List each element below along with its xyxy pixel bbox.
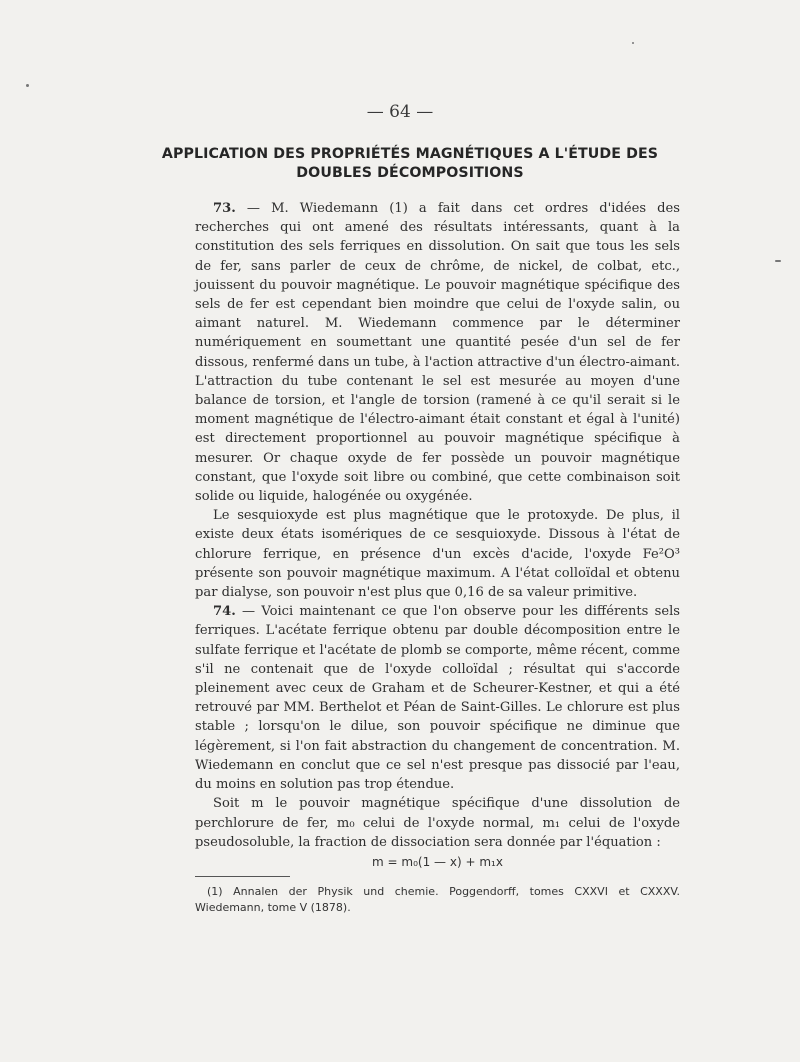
section-number-73: 73. — [213, 201, 236, 216]
section-73-text: — M. Wiedemann (1) a fait dans cet ordres d'idées des recherches qui ont amené des résultats intéressants, quant à la constitution des sels ferriques en dissolution. On sait que tous les sels de fer, sans parler de ceux de chrôme, de nickel, de colbat, etc., jouissent du pouvoir magnétique. Le pouvoir magnétique spécifique des sels de fer est cependant bien moindre que celui de l'oxyde salin, ou aimant naturel. M. Wiedemann commence par le déterminer numériquement en soumettant une quantité pesée d'un sel de fer dissous, renfermé dans un tube, à l'action attractive d'un électro-aimant. L'attraction du tube contenant le sel est mesurée au moyen d'une balance de torsion, et l'angle de torsion (ramené à ce qu'il serait si le moment magnétique de l'électro-aimant était constant et égal à l'unité) est directement proportionnel au pouvoir magnétique spécifique à mesurer. Or chaque oxyde de fer possède un pouvoir magnétique constant, que l'oxyde soit libre ou combiné, que cette combinaison soit solide ou liquide, halogénée ou oxygénée. — [195, 201, 680, 505]
section-73-paragraph — [195, 199, 680, 506]
sesquioxyde-paragraph: Le sesquioxyde est plus magnétique que le protoxyde. De plus, il existe deux états isomériques de ce sesquioxyde. Dissous à l'état de chlorure ferrique, en présence d'un excès d'acide, l'oxyde Fe²O³ présente son pouvoir magnétique maximum. A l'état colloïdal et obtenu par dialyse, son pouvoir n'est plus que 0,16 de sa valeur primitive. — [195, 508, 680, 601]
page-title: APPLICATION DES PROPRIÉTÉS MAGNÉTIQUES A L'ÉTUDE DES DOUBLES DÉCOMPOSITIONS — [161, 146, 659, 181]
scan-speck — [632, 42, 634, 44]
page-number: — 64 — — [366, 102, 434, 122]
footnote: (1) Annalen der Physik und chemie. Poggendorff, tomes CXXVI et CXXXV. Wiedemann, tome V (1878). — [195, 885, 680, 914]
scan-speck — [26, 84, 29, 87]
section-number-74: 74. — [213, 604, 236, 620]
scan-speck — [775, 260, 781, 262]
soit-paragraph: Soit m le pouvoir magnétique spécifique d'une dissolution de perchlorure de fer, m₀ celui de l'oxyde normal, m₁ celui de l'oxyde pseudosoluble, la fraction de dissociation sera donnée par l'équation : — [195, 796, 680, 850]
equation: m = m₀(1 — x) + m₁x — [372, 854, 503, 869]
footnote-rule — [195, 876, 290, 877]
section-74-paragraph — [195, 602, 680, 794]
section-74-text: — Voici maintenant ce que l'on observe pour les différents sels ferriques. L'acétate ferrique obtenu par double décomposition entre le sulfate ferrique et l'acétate de plomb se comporte, même récent, comme s'il ne contenait que de l'oxyde colloïdal ; résultat qui s'accorde pleinement avec ceux de Graham et de Scheurer-Kestner, et qui a été retrouvé par MM. Berthelot et Péan de Saint-Gilles. Le chlorure est plus stable ; lorsqu'on le dilue, son pouvoir spécifique ne diminue que légèrement, si l'on fait abstraction du changement de concentration. M. Wiedemann en conclut que ce sel n'est presque pas dissocié par l'eau, du moins en solution pas trop étendue. — [195, 604, 680, 793]
body-text — [195, 199, 680, 872]
